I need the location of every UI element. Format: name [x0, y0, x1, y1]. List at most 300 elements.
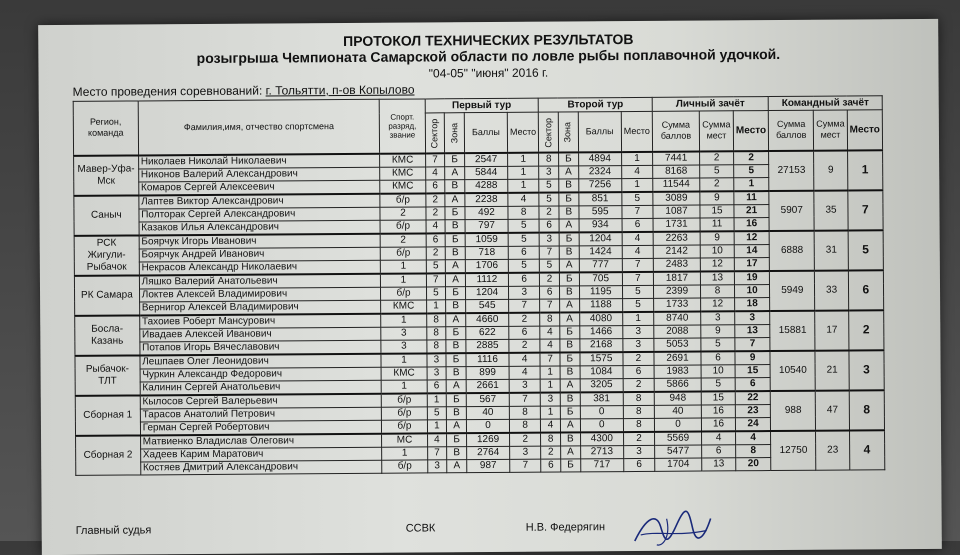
tour2-place: 4 — [621, 165, 652, 178]
tour1-points: 2547 — [464, 152, 507, 166]
tour2-zone: А — [559, 218, 579, 232]
tour1-sector: 7 — [425, 153, 445, 167]
tour2-zone: А — [560, 418, 580, 432]
tour1-place: 1 — [508, 166, 539, 179]
col-sector-2: Сектор — [539, 112, 559, 152]
team-place: 4 — [849, 430, 885, 470]
tour1-sector: 2 — [426, 246, 446, 259]
athlete-rank: КМС — [382, 366, 427, 379]
tour1-place: 4 — [509, 366, 540, 379]
tour2-points: 4300 — [580, 432, 623, 446]
team-place: 6 — [848, 270, 884, 310]
tour1-points: 492 — [465, 206, 508, 219]
athlete-name: Костяев Дмитрий Александрович — [140, 460, 382, 475]
tour1-place: 5 — [508, 219, 539, 233]
tour1-place: 4 — [509, 352, 540, 366]
tour1-zone: Б — [446, 326, 466, 339]
tour2-place: 8 — [623, 405, 654, 418]
col-place-2: Место — [621, 111, 652, 151]
tour1-points: 5844 — [465, 166, 508, 179]
results-body — [74, 150, 885, 475]
personal-place: 9 — [735, 351, 770, 365]
personal-place: 13 — [735, 324, 770, 337]
tour2-points: 1195 — [579, 285, 622, 298]
tour1-zone: В — [447, 406, 467, 419]
tour2-zone: В — [560, 338, 580, 352]
tour1-sector: 3 — [426, 353, 446, 367]
tour1-points: 2885 — [466, 339, 509, 353]
personal-place: 22 — [735, 391, 770, 405]
athlete-rank: 1 — [382, 379, 427, 393]
tour1-zone: А — [447, 419, 467, 433]
col-region: Регион, команда — [73, 101, 138, 155]
tour2-points: 777 — [579, 258, 622, 272]
tour2-zone: Б — [560, 325, 580, 338]
personal-sum-points: 948 — [654, 391, 701, 405]
team-sum-points: 15881 — [770, 310, 815, 350]
athlete-rank: 2 — [380, 206, 425, 219]
tour1-place: 1 — [508, 152, 539, 166]
personal-sum-points: 5477 — [655, 445, 702, 458]
team-place: 8 — [849, 390, 885, 430]
tour2-sector: 5 — [539, 192, 559, 206]
athlete-name: Ивадаев Алексей Иванович — [139, 327, 381, 342]
athlete-name: Герман Сергей Робертович — [140, 420, 382, 435]
tour2-points: 705 — [579, 272, 622, 286]
tour1-zone: Б — [445, 206, 465, 219]
tour1-points: 0 — [466, 419, 509, 433]
athlete-rank: б/р — [380, 193, 425, 207]
tour1-zone: В — [445, 219, 465, 233]
tour2-sector: 7 — [539, 246, 559, 259]
venue-label: Место проведения соревнований: — [72, 83, 263, 99]
tour1-zone: В — [446, 339, 466, 353]
tour1-sector: 2 — [425, 193, 445, 207]
personal-sum-places: 8 — [701, 284, 735, 297]
tour2-sector: 7 — [540, 352, 560, 366]
athlete-rank: КМС — [380, 153, 425, 167]
tour2-zone: А — [559, 165, 579, 178]
tour1-sector: 8 — [426, 339, 446, 353]
document-title: ПРОТОКОЛ ТЕХНИЧЕСКИХ РЕЗУЛЬТАТОВ — [343, 30, 634, 50]
tour1-place: 6 — [509, 326, 540, 339]
col-sector-1: Сектор — [425, 113, 445, 153]
tour2-place: 6 — [623, 365, 654, 378]
tour1-points: 2764 — [467, 446, 510, 459]
tour1-place: 3 — [509, 286, 540, 299]
tour2-sector: 4 — [540, 326, 560, 339]
athlete-name: Некрасов Александр Николаевич — [139, 260, 381, 275]
tour2-sector: 1 — [540, 366, 560, 379]
personal-place: 20 — [736, 457, 771, 470]
tour2-zone: В — [559, 245, 579, 258]
athlete-name: Потапов Игорь Вячеславович — [140, 340, 382, 355]
team-sum-places: 47 — [816, 390, 850, 430]
tour1-place: 6 — [509, 272, 540, 286]
athlete-rank: МС — [382, 433, 427, 447]
tour1-sector: 7 — [427, 446, 447, 459]
personal-place: 3 — [735, 311, 770, 325]
tour2-zone: А — [560, 312, 580, 326]
tour2-place: 4 — [622, 245, 653, 258]
athlete-rank: КМС — [380, 166, 425, 179]
personal-sum-places: 5 — [700, 164, 734, 177]
tour1-place: 8 — [508, 206, 539, 219]
athlete-rank: 1 — [382, 446, 427, 459]
tour2-points: 7256 — [578, 178, 621, 192]
athlete-name: Чуркин Александр Федорович — [140, 367, 382, 382]
tour1-sector: 6 — [425, 179, 445, 193]
athlete-rank: КМС — [381, 299, 426, 313]
athlete-name: Тарасов Анатолий Петрович — [140, 407, 382, 422]
athlete-name: Матвиенко Владислав Олегович — [140, 433, 382, 448]
tour1-sector: 1 — [426, 299, 446, 313]
team-place: 7 — [848, 190, 884, 230]
team-sum-points: 12750 — [771, 430, 816, 470]
athlete-name: Тахоиев Роберт Мансурович — [139, 313, 381, 328]
tour1-zone: Б — [445, 233, 465, 247]
athlete-rank: КМС — [380, 179, 425, 193]
tour1-points: 1116 — [466, 352, 509, 366]
personal-sum-points: 1087 — [653, 205, 700, 218]
personal-sum-places: 4 — [702, 431, 736, 445]
tour2-sector: 8 — [541, 432, 561, 446]
tour2-zone: А — [560, 298, 580, 312]
tour1-zone: Б — [446, 393, 466, 407]
competition-dates: "04-05" "июня" 2016 г. — [428, 65, 549, 81]
team-sum-points: 5907 — [769, 190, 814, 230]
team-name: Рыбачок-ТЛТ — [75, 355, 140, 395]
personal-place: 11 — [734, 191, 769, 205]
team-name: Саныч — [74, 195, 139, 235]
athlete-name: Ляшко Валерий Анатольевич — [139, 273, 381, 288]
tour2-place: 3 — [623, 338, 654, 352]
tour1-sector: 6 — [426, 233, 446, 247]
personal-sum-places: 5 — [701, 337, 735, 351]
personal-place: 16 — [734, 217, 769, 231]
team-place: 1 — [847, 150, 883, 190]
tour2-points: 934 — [579, 218, 622, 232]
personal-sum-points: 8168 — [653, 165, 700, 178]
personal-sum-places: 15 — [701, 391, 735, 405]
results-table — [73, 95, 886, 475]
tour2-points: 1424 — [579, 245, 622, 258]
personal-place: 19 — [734, 271, 769, 285]
personal-place: 17 — [734, 257, 769, 271]
personal-sum-points: 2483 — [653, 258, 700, 272]
tour1-zone: А — [447, 459, 467, 472]
tour1-points: 4288 — [465, 179, 508, 193]
athlete-rank: б/р — [382, 459, 427, 472]
tour2-zone: А — [559, 258, 579, 272]
tour1-sector: 8 — [426, 326, 446, 339]
personal-sum-places: 2 — [700, 151, 734, 165]
tour1-zone: В — [445, 179, 465, 193]
personal-place: 8 — [736, 444, 771, 457]
personal-sum-places: 12 — [701, 297, 735, 311]
tour1-place: 2 — [509, 312, 540, 326]
col-points-1: Баллы — [464, 112, 507, 152]
tour1-zone: А — [445, 193, 465, 207]
tour1-sector: 4 — [426, 219, 446, 233]
personal-sum-points: 7441 — [653, 151, 700, 165]
tour1-place: 7 — [509, 299, 540, 313]
athlete-rank: б/р — [381, 246, 426, 259]
personal-sum-places: 10 — [700, 244, 734, 257]
personal-place: 14 — [734, 244, 769, 257]
athlete-name: Комаров Сергей Алексеевич — [138, 180, 380, 195]
tour1-sector: 8 — [426, 313, 446, 327]
personal-sum-points: 0 — [654, 418, 701, 432]
personal-sum-places: 10 — [701, 364, 735, 377]
personal-sum-points: 3089 — [653, 191, 700, 205]
tour2-place: 5 — [622, 298, 653, 312]
tour2-points: 2324 — [578, 165, 621, 178]
tour1-place: 2 — [509, 339, 540, 353]
athlete-name: Кылосов Сергей Валерьевич — [140, 393, 382, 408]
tour2-points: 595 — [579, 205, 622, 218]
personal-sum-points: 1731 — [653, 218, 700, 232]
tour2-zone: Б — [560, 352, 580, 366]
col-points-2: Баллы — [578, 112, 621, 152]
team-name: Босла-Казань — [75, 315, 140, 355]
col-zone-2: Зона — [558, 112, 578, 152]
tour2-place: 5 — [622, 285, 653, 298]
tour1-zone: Б — [445, 153, 465, 167]
col-personal: Личный зачёт — [652, 97, 768, 112]
tour2-points: 2168 — [580, 338, 623, 352]
tour1-points: 1112 — [465, 272, 508, 286]
tour1-place: 3 — [509, 379, 540, 393]
tour2-place: 3 — [623, 325, 654, 338]
athlete-name: Лаптев Виктор Александрович — [139, 193, 381, 208]
tour2-place: 2 — [623, 431, 654, 445]
tour2-place: 8 — [623, 391, 654, 405]
tour1-zone: В — [445, 246, 465, 259]
team-sum-places: 23 — [816, 430, 850, 470]
tour2-place: 4 — [622, 231, 653, 245]
personal-sum-points: 2088 — [654, 325, 701, 338]
tour1-points: 4660 — [466, 312, 509, 326]
col-team: Командный зачёт — [768, 96, 882, 111]
col-tour1: Первый тур — [425, 98, 539, 113]
tour2-zone: Б — [559, 192, 579, 206]
personal-sum-places: 12 — [700, 257, 734, 271]
tour1-sector: 2 — [425, 206, 445, 219]
team-name: Мавер-Уфа-Мск — [74, 155, 139, 195]
team-sum-points: 27153 — [769, 150, 814, 190]
tour2-sector: 8 — [540, 312, 560, 326]
tour1-zone: А — [446, 313, 466, 327]
tour2-place: 8 — [623, 418, 654, 432]
athlete-rank: б/р — [382, 393, 427, 407]
tour2-place: 7 — [622, 205, 653, 218]
team-place: 2 — [848, 310, 884, 350]
tour2-zone: А — [561, 445, 581, 458]
team-sum-points: 6888 — [769, 230, 814, 270]
footer — [75, 519, 896, 537]
tour2-sector: 6 — [539, 219, 559, 233]
team-sum-points: 10540 — [770, 350, 815, 390]
tour2-place: 1 — [621, 151, 652, 165]
personal-sum-places: 9 — [701, 324, 735, 337]
tour1-place: 4 — [508, 192, 539, 206]
tour2-points: 0 — [580, 405, 623, 418]
team-place: 3 — [849, 350, 885, 390]
tour1-place: 5 — [508, 232, 539, 246]
tour1-place: 5 — [508, 259, 539, 273]
tour1-points: 40 — [466, 406, 509, 419]
tour1-place: 8 — [510, 419, 541, 433]
tour2-sector: 3 — [539, 232, 559, 246]
athlete-name: Боярчук Андрей Иванович — [139, 247, 381, 262]
athlete-rank: 2 — [381, 233, 426, 247]
personal-sum-places: 6 — [702, 444, 736, 457]
tour1-sector: 1 — [427, 419, 447, 433]
tour2-place: 7 — [622, 271, 653, 285]
signature-image — [627, 506, 717, 551]
tour2-sector: 4 — [540, 339, 560, 353]
athlete-rank: 1 — [381, 273, 426, 287]
team-name: Сборная 2 — [76, 435, 141, 475]
personal-sum-places: 13 — [700, 271, 734, 285]
document-subtitle: розыгрыша Чемпионата Самарской области по ловле рыбы поплавочной удочкой. — [196, 45, 781, 67]
team-sum-places: 17 — [815, 310, 849, 350]
team-sum-places: 33 — [815, 270, 849, 310]
personal-place: 5 — [734, 164, 769, 177]
col-tour2: Второй тур — [538, 97, 652, 112]
personal-place: 12 — [734, 231, 769, 245]
tour1-points: 718 — [465, 246, 508, 259]
tour1-points: 1204 — [465, 286, 508, 299]
tour2-place: 6 — [622, 218, 653, 232]
tour2-zone: В — [559, 205, 579, 218]
tour2-points: 1188 — [579, 298, 622, 312]
personal-sum-points: 2142 — [653, 245, 700, 258]
personal-sum-places: 5 — [701, 377, 735, 391]
personal-sum-points: 11544 — [653, 178, 700, 192]
personal-place: 24 — [735, 417, 770, 431]
personal-sum-places: 3 — [701, 311, 735, 325]
tour2-points: 717 — [580, 458, 623, 471]
tour2-sector: 8 — [539, 152, 559, 166]
personal-place: 10 — [734, 284, 769, 297]
tour2-points: 381 — [580, 392, 623, 406]
col-place-1: Место — [507, 112, 538, 152]
tour2-sector: 7 — [540, 299, 560, 313]
tour1-sector: 5 — [426, 259, 446, 273]
athlete-name: Калинин Сергей Анатольевич — [140, 380, 382, 395]
athlete-name: Казаков Илья Александрович — [139, 220, 381, 235]
tour2-points: 0 — [580, 418, 623, 432]
personal-place: 6 — [735, 377, 770, 391]
tour2-sector: 1 — [541, 406, 561, 419]
tour2-sector: 6 — [540, 286, 560, 299]
tour1-sector: 3 — [427, 459, 447, 472]
tour2-points: 2713 — [580, 445, 623, 458]
athlete-name: Хадеев Карим Маратович — [140, 447, 382, 462]
tour2-points: 4894 — [578, 152, 621, 166]
personal-place: 18 — [735, 297, 770, 311]
tour2-zone: В — [560, 432, 580, 446]
athlete-name: Полторак Сергей Александрович — [139, 207, 381, 222]
personal-sum-places: 9 — [700, 231, 734, 245]
venue-line — [73, 83, 415, 99]
tour2-sector: 6 — [541, 459, 561, 472]
col-sum-points: Сумма баллов — [652, 111, 699, 151]
tour1-zone: Б — [446, 353, 466, 367]
tour1-zone: А — [446, 379, 466, 393]
col-zone-1: Зона — [445, 113, 465, 153]
athlete-rank: 3 — [381, 339, 426, 353]
tour1-sector: 5 — [426, 286, 446, 299]
athlete-name: Вернигор Алексей Владимирович — [139, 300, 381, 315]
tour2-sector: 4 — [541, 419, 561, 433]
tour1-sector: 1 — [427, 393, 447, 407]
tour1-sector: 3 — [427, 366, 447, 379]
col-team-place: Место — [847, 110, 883, 150]
tour2-points: 1204 — [579, 232, 622, 246]
tour2-zone: Б — [560, 405, 580, 418]
tour2-points: 4080 — [579, 312, 622, 326]
tour1-place: 8 — [509, 406, 540, 419]
tour1-place: 3 — [510, 446, 541, 459]
tour1-sector: 4 — [427, 433, 447, 447]
team-sum-points: 988 — [770, 390, 815, 430]
tour1-zone: Б — [447, 433, 467, 447]
tour2-sector: 2 — [541, 446, 561, 459]
tour2-sector: 3 — [539, 166, 559, 179]
tour2-zone: Б — [559, 152, 579, 166]
tour1-points: 622 — [466, 326, 509, 339]
venue-value: г. Тольятти, п-ов Копылово — [265, 82, 415, 98]
athlete-name: Николаев Николай Николаевич — [138, 153, 380, 168]
tour1-zone: В — [446, 366, 466, 379]
chief-judge-label: Главный судья — [75, 524, 152, 537]
personal-sum-places: 11 — [700, 217, 734, 231]
col-team-sum-places: Сумма мест — [814, 110, 848, 150]
tour2-zone: Б — [559, 232, 579, 246]
tour2-points: 851 — [578, 192, 621, 206]
tour1-points: 2661 — [466, 379, 509, 393]
col-sum-places: Сумма мест — [699, 111, 733, 151]
tour1-points: 567 — [466, 392, 509, 406]
athlete-rank: 1 — [381, 313, 426, 327]
personal-sum-places: 13 — [702, 457, 736, 470]
personal-sum-points: 1817 — [653, 271, 700, 285]
personal-sum-points: 2263 — [653, 231, 700, 245]
tour2-zone: В — [560, 392, 580, 406]
signer-name: Н.В. Федерягин — [525, 521, 606, 534]
tour2-zone: Б — [559, 272, 579, 286]
tour1-sector: 5 — [427, 406, 447, 419]
personal-place: 21 — [734, 204, 769, 217]
personal-sum-points: 8740 — [654, 311, 701, 325]
team-sum-places: 35 — [814, 190, 848, 230]
tour1-place: 6 — [508, 246, 539, 259]
tour2-place: 2 — [623, 351, 654, 365]
personal-sum-places: 16 — [701, 404, 735, 417]
personal-place: 7 — [735, 337, 770, 351]
tour1-sector: 4 — [425, 166, 445, 179]
tour1-sector: 6 — [427, 379, 447, 393]
tour2-sector: 2 — [540, 272, 560, 286]
team-sum-places: 9 — [814, 150, 848, 190]
personal-place: 2 — [734, 151, 769, 165]
tour1-points: 2238 — [465, 192, 508, 206]
tour2-place: 1 — [623, 311, 654, 325]
personal-sum-points: 40 — [654, 405, 701, 418]
